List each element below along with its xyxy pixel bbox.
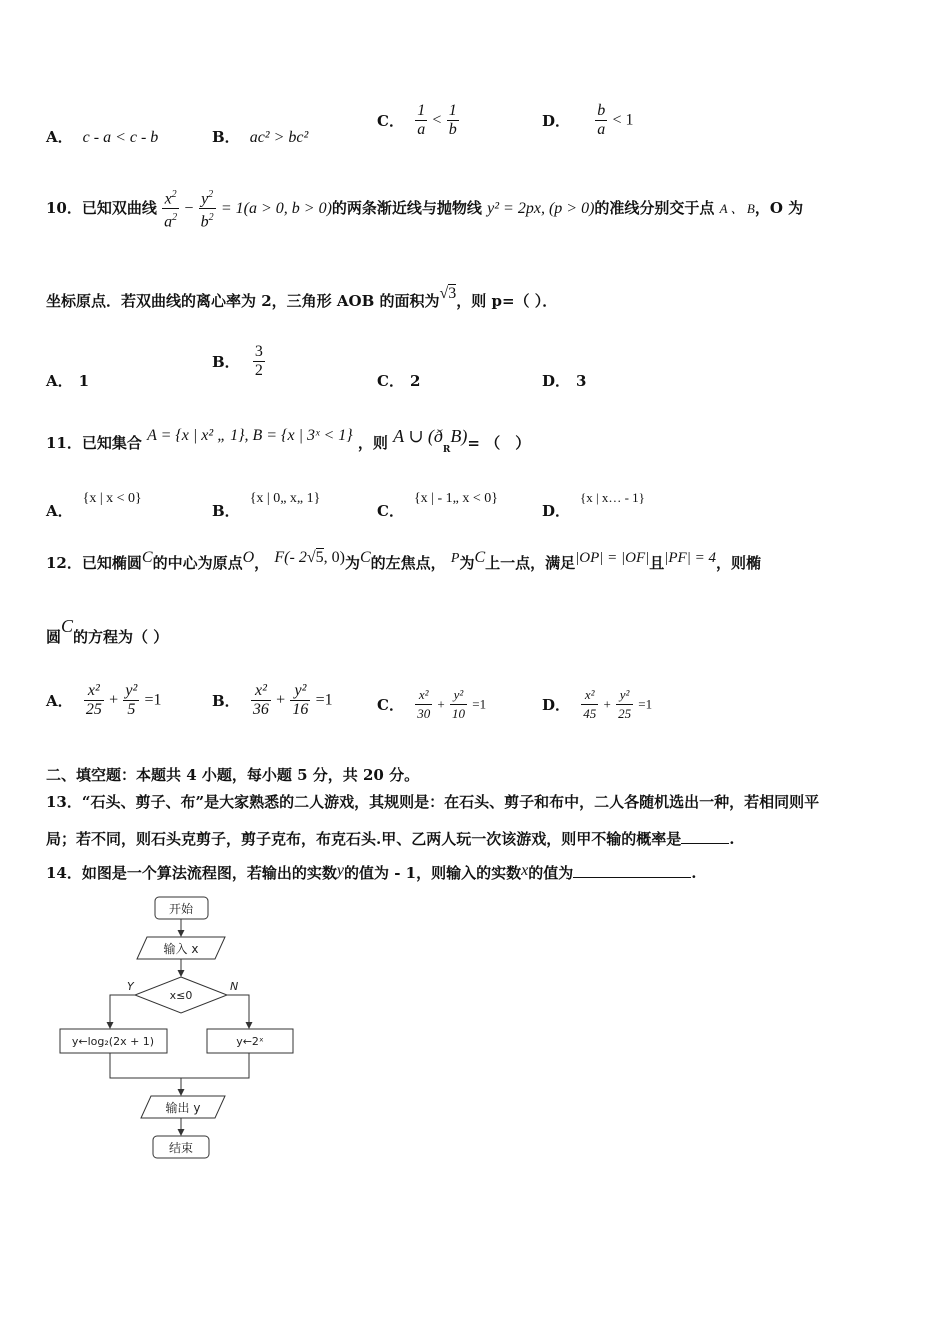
q13-line1: 13．“石头、剪子、布”是大家熟悉的二人游戏，其规则是：在石头、剪子和布中，二人各随机选出一种，若相同则平 [46,793,820,811]
q9-option-d: D． $\frac{b}{a}$ < 1 [542,102,634,138]
q11-line: 11．已知集合 A = {x | x² „ 1}, B = {x | 3ˣ < 1} ，则 A ∪ $(ð_RB)=$ （ ） [46,426,531,455]
flow-output-label: 输出 y [165,1101,201,1115]
q12-option-d: D． $\frac{\text{x²}}{45}$ + $\frac{\text{y²}}{25}$ =1 [542,687,653,721]
q11-option-a: A．{x | x < 0} [46,491,142,520]
q12-option-b: B． $\frac{\text{x²}}{36}$ + $\frac{\text{y²}}{16}$ =1 [212,682,333,718]
q9-option-c: C． $\frac{1}{a}$ < $\frac{1}{b}$ [377,102,457,138]
q12-option-a: A． $\frac{\text{x²}}{25}$ + $\frac{\text{y²}}{5}$ =1 [46,682,162,718]
flowchart [55,892,305,1162]
q11-option-d: D．{x | x… - 1} [542,490,645,520]
flow-start-label: 开始 [168,902,194,916]
q10-line1: 10．已知双曲线 $\frac{x^2}{a^2}$ − $\frac{y^2}{b^2}$ = 1(a > 0, b > 0)的两条渐近线与抛物线 y² = 2px, (p > 0)的准线分别交于点 A 、 B，O 为 [46,186,803,232]
q10-option-c: C． 2 [377,372,421,390]
flow-right-label: y←2ˣ [236,1035,264,1048]
q11-option-c: C．{x | - 1„ x < 0} [377,491,498,520]
q12-line1: 12．已知椭圆C的中心为原点O， F(- 2√5, 0)为C的左焦点， P为C上一点，满足|OP| = |OF|且|PF| = 4，则椭 [46,549,761,572]
q13-answer-blank[interactable] [681,843,729,844]
flow-no-label: N [230,980,239,993]
q9-option-b: B． ac² > bc² [212,128,309,146]
q11-option-b: B．{x | 0„ x„ 1} [212,491,321,520]
flow-cond-label: x≤0 [169,989,193,1002]
flow-left-label: y←log₂(2x + 1) [71,1035,155,1048]
flow-end-label: 结束 [168,1141,194,1155]
flow-yes-label: Y [127,980,134,993]
q13-line2: 局；若不同，则石头克剪子，剪子克布，布克石头.甲、乙两人玩一次该游戏，则甲不输的概率是 . [46,830,735,848]
q10-option-b: B． $\frac{3}{2}$ [212,343,263,379]
section-heading: 二、填空题：本题共 4 小题，每小题 5 分，共 20 分。 [46,766,420,784]
flow-input-label: 输入 x [163,942,199,956]
q12-option-c: C． $\frac{\text{x²}}{30}$ + $\frac{\text{y²}}{10}$ =1 [377,687,487,721]
q14-answer-blank[interactable] [573,877,691,878]
q14-line: 14．如图是一个算法流程图，若输出的实数y的值为 - 1，则输入的实数x的值为 . [46,862,697,882]
q12-line2: 圆C的方程为（ ） [46,616,169,646]
q10-option-a: A． 1 [46,372,90,390]
q9-option-a: A． c - a < c - b [46,128,159,146]
q10-option-d: D． 3 [542,372,587,390]
q10-line2: 坐标原点．若双曲线的离心率为 2，三角形 AOB 的面积为√3，则 p=（ ）． [46,285,558,310]
